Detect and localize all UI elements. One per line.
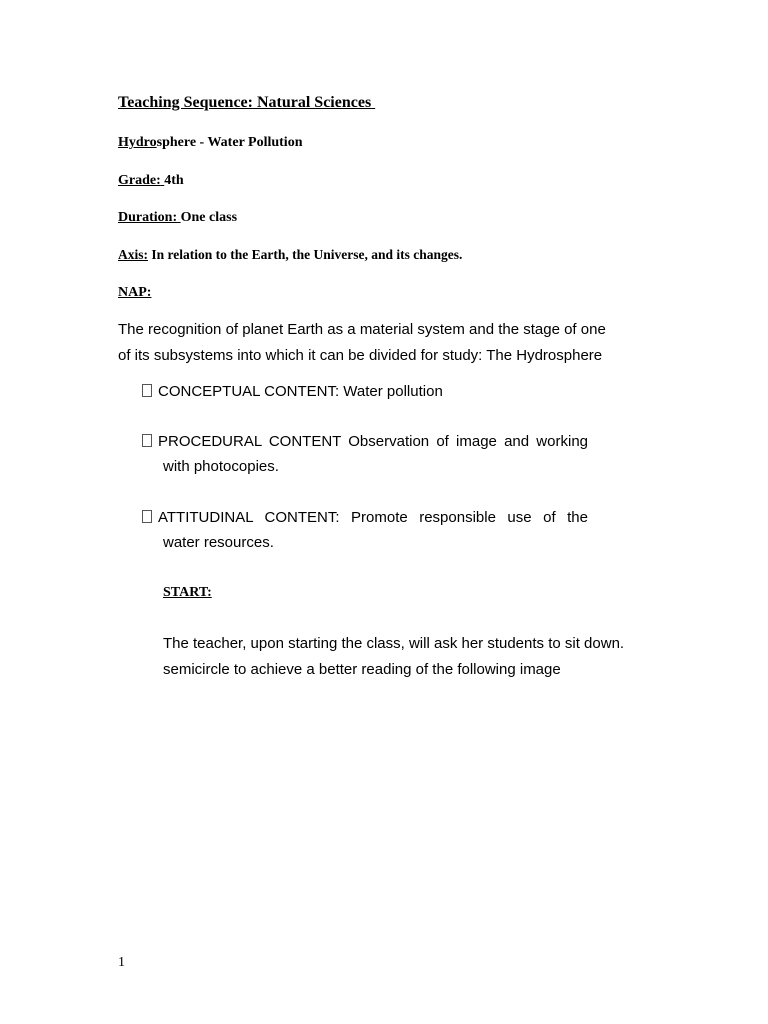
grade-label: Grade: bbox=[118, 173, 161, 188]
nap-paragraph bbox=[118, 317, 638, 369]
duration-label: Duration: bbox=[118, 210, 178, 225]
procedural-line-2: with photocopies. bbox=[163, 458, 279, 475]
document-title bbox=[118, 94, 435, 112]
nap-line-2: of its subsystems into which it can be divided for study: The Hydrosphere bbox=[118, 347, 603, 364]
attitudinal-line-1: ATTITUDINAL CONTENT: Promote responsible use of the bbox=[158, 509, 588, 526]
attitudinal-content-item bbox=[142, 505, 588, 555]
conceptual-content-item bbox=[142, 379, 588, 404]
page-number: 1 bbox=[118, 955, 125, 970]
conceptual-text: CONCEPTUAL CONTENT: Water pollution bbox=[158, 383, 443, 400]
axis-label: Axis: bbox=[118, 247, 148, 262]
axis-line bbox=[118, 247, 462, 263]
procedural-line-1: PROCEDURAL CONTENT Observation of image and working bbox=[158, 433, 588, 450]
nap-line-1: The recognition of planet Earth as a material system and the stage of one bbox=[118, 321, 606, 338]
title-text: Teaching Sequence: Natural Sciences bbox=[118, 94, 372, 111]
axis-value: In relation to the Earth, the Universe, and its changes. bbox=[151, 247, 463, 262]
start-paragraph bbox=[163, 631, 624, 683]
nap-label: NAP: bbox=[118, 285, 152, 300]
duration-line bbox=[118, 210, 237, 226]
grade-value: 4th bbox=[164, 173, 184, 188]
bullet-box-icon bbox=[142, 510, 152, 523]
grade-line bbox=[118, 173, 184, 189]
attitudinal-line-2: water resources. bbox=[163, 534, 274, 551]
start-heading: START: bbox=[163, 585, 212, 600]
start-line-2: semicircle to achieve a better reading of the following image bbox=[163, 661, 561, 678]
topic-underlined: Hydro bbox=[118, 135, 157, 150]
topic-line bbox=[118, 135, 302, 151]
procedural-content-item bbox=[142, 429, 588, 479]
topic-rest: sphere - Water Pollution bbox=[156, 135, 303, 150]
duration-value: One class bbox=[180, 210, 238, 225]
title-underline-pad bbox=[371, 94, 435, 112]
start-line-1: The teacher, upon starting the class, will ask her students to sit down. bbox=[163, 635, 625, 652]
bullet-box-icon bbox=[142, 384, 152, 397]
bullet-box-icon bbox=[142, 434, 152, 447]
